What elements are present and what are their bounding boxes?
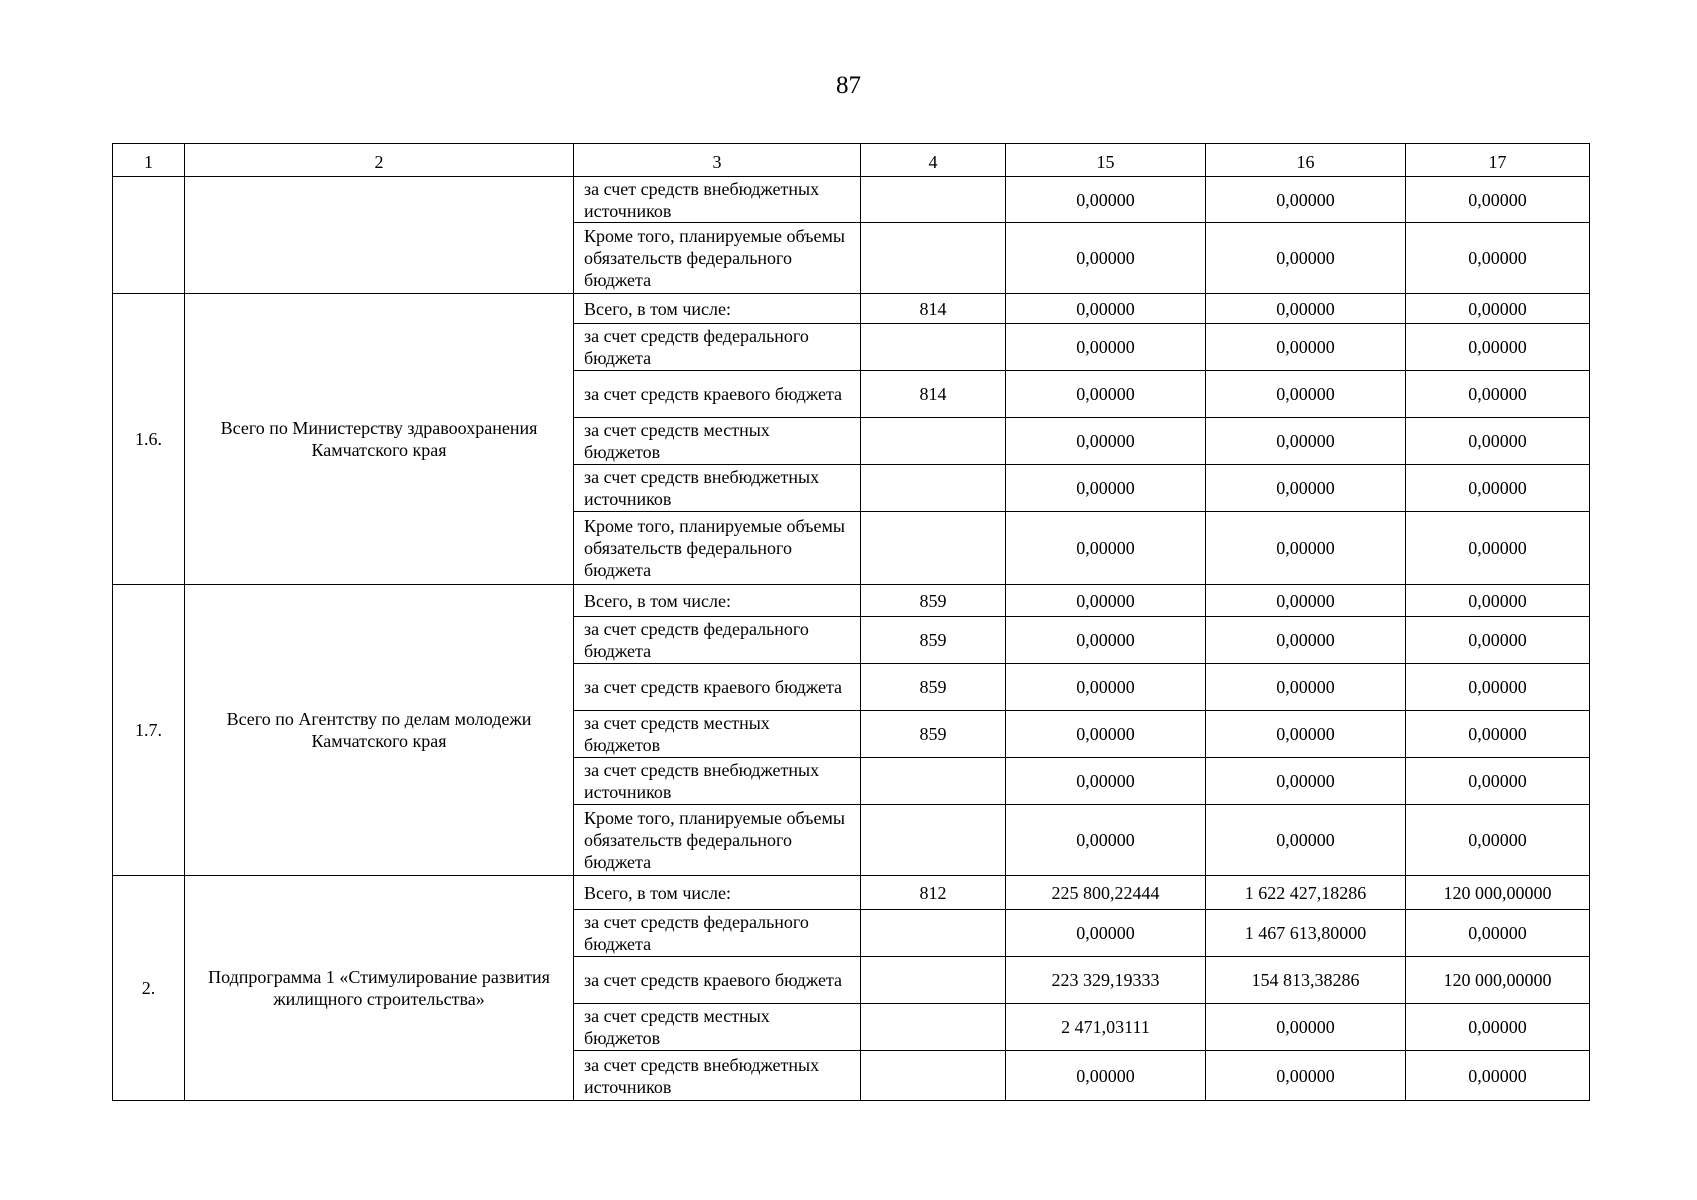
value-col-17: 0,00000 [1406,805,1590,876]
value-col-17: 0,00000 [1406,324,1590,371]
funding-source: за счет средств краевого бюджета [574,957,861,1004]
funding-source: Кроме того, планируемые объемы обязательств федерального бюджета [574,223,861,294]
col-header: 17 [1406,144,1590,177]
value-col-15: 0,00000 [1006,294,1206,324]
value-col-15: 0,00000 [1006,1051,1206,1101]
page-number: 87 [836,72,861,99]
budget-code: 812 [861,876,1006,910]
value-col-15: 0,00000 [1006,664,1206,711]
value-col-17: 0,00000 [1406,371,1590,418]
value-col-15: 2 471,03111 [1006,1004,1206,1051]
funding-source: за счет средств внебюджетных источников [574,1051,861,1101]
value-col-15: 0,00000 [1006,324,1206,371]
col-header: 16 [1206,144,1406,177]
item-number: 1.7. [113,585,185,876]
budget-code [861,910,1006,957]
funding-source: за счет средств краевого бюджета [574,371,861,418]
budget-code [861,758,1006,805]
table-row [113,294,1590,324]
item-number: 1.6. [113,294,185,585]
value-col-15: 0,00000 [1006,177,1206,223]
value-col-15: 0,00000 [1006,223,1206,294]
budget-code: 859 [861,664,1006,711]
value-col-15: 225 800,22444 [1006,876,1206,910]
value-col-16: 0,00000 [1206,1051,1406,1101]
value-col-15: 0,00000 [1006,512,1206,585]
value-col-15: 0,00000 [1006,617,1206,664]
budget-table [112,143,1590,1101]
value-col-15: 0,00000 [1006,585,1206,617]
header-row [113,144,1590,177]
budget-code [861,1051,1006,1101]
funding-source: за счет средств федерального бюджета [574,324,861,371]
value-col-16: 0,00000 [1206,585,1406,617]
value-col-16: 0,00000 [1206,294,1406,324]
value-col-17: 0,00000 [1406,711,1590,758]
budget-code: 859 [861,617,1006,664]
budget-code: 859 [861,585,1006,617]
col-header: 4 [861,144,1006,177]
funding-source: за счет средств внебюджетных источников [574,758,861,805]
funding-source: Кроме того, планируемые объемы обязательств федерального бюджета [574,512,861,585]
value-col-16: 1 622 427,18286 [1206,876,1406,910]
funding-source: Кроме того, планируемые объемы обязательств федерального бюджета [574,805,861,876]
value-col-16: 0,00000 [1206,177,1406,223]
budget-code [861,512,1006,585]
item-name [185,177,574,294]
value-col-16: 0,00000 [1206,617,1406,664]
funding-source: Всего, в том числе: [574,294,861,324]
item-number: 2. [113,876,185,1101]
budget-code [861,177,1006,223]
value-col-17: 0,00000 [1406,1051,1590,1101]
value-col-15: 0,00000 [1006,371,1206,418]
table-body [113,177,1590,1101]
value-col-17: 0,00000 [1406,664,1590,711]
value-col-15: 0,00000 [1006,910,1206,957]
value-col-15: 0,00000 [1006,418,1206,465]
table-row [113,876,1590,910]
funding-source: за счет средств краевого бюджета [574,664,861,711]
budget-code [861,324,1006,371]
col-header: 1 [113,144,185,177]
funding-source: за счет средств внебюджетных источников [574,465,861,512]
value-col-17: 0,00000 [1406,177,1590,223]
funding-source: Всего, в том числе: [574,876,861,910]
budget-code [861,1004,1006,1051]
value-col-16: 0,00000 [1206,512,1406,585]
value-col-15: 0,00000 [1006,711,1206,758]
table-row [113,177,1590,223]
budget-code [861,465,1006,512]
table-row [113,585,1590,617]
value-col-16: 0,00000 [1206,371,1406,418]
value-col-17: 0,00000 [1406,758,1590,805]
budget-code [861,805,1006,876]
funding-source: за счет средств федерального бюджета [574,910,861,957]
value-col-16: 0,00000 [1206,805,1406,876]
col-header: 15 [1006,144,1206,177]
funding-source: за счет средств местных бюджетов [574,418,861,465]
value-col-16: 0,00000 [1206,223,1406,294]
budget-code: 814 [861,371,1006,418]
value-col-15: 0,00000 [1006,758,1206,805]
value-col-16: 0,00000 [1206,758,1406,805]
funding-source: за счет средств местных бюджетов [574,711,861,758]
value-col-15: 0,00000 [1006,805,1206,876]
value-col-16: 0,00000 [1206,324,1406,371]
value-col-16: 0,00000 [1206,1004,1406,1051]
value-col-17: 120 000,00000 [1406,876,1590,910]
value-col-16: 1 467 613,80000 [1206,910,1406,957]
value-col-15: 223 329,19333 [1006,957,1206,1004]
value-col-15: 0,00000 [1006,465,1206,512]
value-col-17: 120 000,00000 [1406,957,1590,1004]
col-header: 3 [574,144,861,177]
value-col-17: 0,00000 [1406,418,1590,465]
budget-code: 814 [861,294,1006,324]
funding-source: за счет средств федерального бюджета [574,617,861,664]
budget-code [861,957,1006,1004]
value-col-17: 0,00000 [1406,585,1590,617]
item-number [113,177,185,294]
value-col-17: 0,00000 [1406,512,1590,585]
value-col-17: 0,00000 [1406,294,1590,324]
item-name: Подпрограмма 1 «Стимулирование развития жилищного строительства» [185,876,574,1101]
funding-source: за счет средств внебюджетных источников [574,177,861,223]
value-col-17: 0,00000 [1406,910,1590,957]
budget-code: 859 [861,711,1006,758]
value-col-17: 0,00000 [1406,617,1590,664]
funding-source: за счет средств местных бюджетов [574,1004,861,1051]
value-col-17: 0,00000 [1406,223,1590,294]
value-col-17: 0,00000 [1406,465,1590,512]
col-header: 2 [185,144,574,177]
item-name: Всего по Министерству здравоохранения Камчатского края [185,294,574,585]
value-col-16: 0,00000 [1206,465,1406,512]
value-col-16: 0,00000 [1206,418,1406,465]
value-col-16: 0,00000 [1206,664,1406,711]
budget-code [861,223,1006,294]
value-col-17: 0,00000 [1406,1004,1590,1051]
funding-source: Всего, в том числе: [574,585,861,617]
value-col-16: 0,00000 [1206,711,1406,758]
item-name: Всего по Агентству по делам молодежи Камчатского края [185,585,574,876]
value-col-16: 154 813,38286 [1206,957,1406,1004]
budget-code [861,418,1006,465]
